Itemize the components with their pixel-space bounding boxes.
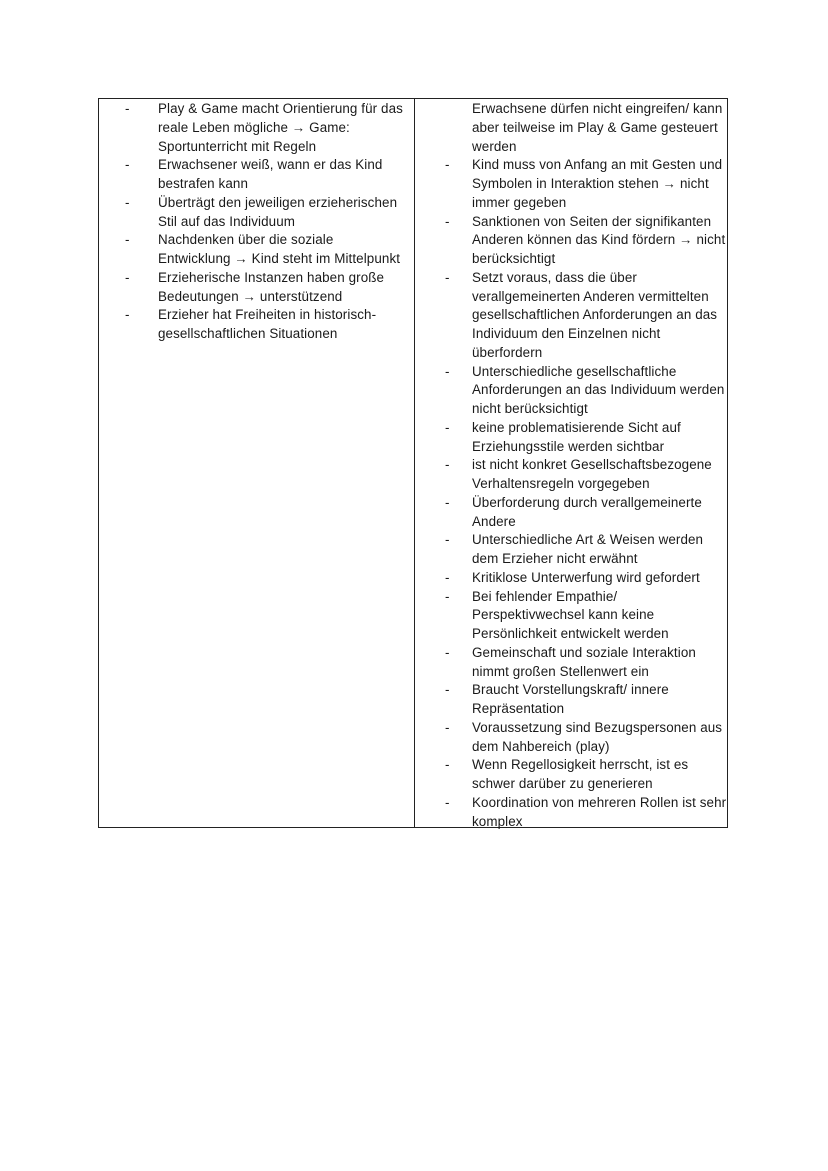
list-item-text: Erzieher hat Freiheiten in historisch-gesellschaftlichen Situationen bbox=[158, 307, 377, 341]
continued-item-text: Erwachsene dürfen nicht eingreifen/ kann aber teilweise im Play & Game gesteuert werden bbox=[472, 101, 723, 154]
bullet-dash: - bbox=[445, 682, 450, 698]
list-item bbox=[445, 363, 733, 419]
list-item bbox=[445, 644, 733, 682]
bullet-dash: - bbox=[445, 269, 450, 285]
list-item-text: Erzieherische Instanzen haben große Bedeutungen → unterstützend bbox=[158, 269, 385, 304]
list-item-text: keine problematisierende Sicht auf Erziehungsstile werden sichtbar bbox=[472, 419, 681, 454]
list-item bbox=[445, 681, 733, 719]
list-item-text: Play & Game macht Orientierung für das reale Leben mögliche → Game: Sportunterricht mit Regeln bbox=[158, 101, 403, 154]
bullet-dash: - bbox=[125, 101, 130, 116]
left-column bbox=[99, 99, 415, 827]
bullet-dash: - bbox=[445, 419, 450, 435]
bullet-dash: - bbox=[125, 269, 130, 285]
list-item bbox=[445, 588, 733, 644]
list-item-text: Gemeinschaft und soziale Interaktion nimmt großen Stellenwert ein bbox=[472, 644, 696, 679]
bullet-dash: - bbox=[445, 494, 450, 510]
bullet-dash: - bbox=[445, 719, 450, 735]
list-item bbox=[125, 100, 409, 156]
right-column bbox=[415, 99, 727, 827]
bullet-dash: - bbox=[445, 794, 450, 810]
list-item bbox=[445, 569, 733, 588]
list-item bbox=[445, 756, 733, 794]
list-item-text: Unterschiedliche gesellschaftliche Anforderungen an das Individuum werden nicht berücksichtigt bbox=[472, 363, 725, 416]
list-item-text: Koordination von mehreren Rollen ist sehr komplex bbox=[472, 794, 727, 829]
list-item-text: Nachdenken über die soziale Entwicklung → Kind steht im Mittelpunkt bbox=[158, 232, 401, 266]
list-item-text: Überträgt den jeweiligen erzieherischen Stil auf das Individuum bbox=[158, 194, 398, 229]
bullet-dash: - bbox=[445, 569, 450, 585]
bullet-dash: - bbox=[445, 644, 450, 660]
list-item-text: Überforderung durch verallgemeinerte Andere bbox=[472, 494, 702, 529]
list-item-text: Unterschiedliche Art & Weisen werden dem Erzieher nicht erwähnt bbox=[472, 532, 704, 566]
bullet-dash: - bbox=[445, 363, 450, 379]
bullet-dash: - bbox=[445, 157, 450, 173]
bullet-dash: - bbox=[125, 194, 130, 210]
list-item bbox=[125, 231, 409, 269]
list-item bbox=[125, 156, 409, 194]
list-item-text: Kind muss von Anfang an mit Gesten und Symbolen in Interaktion stehen → nicht immer gegeben bbox=[472, 157, 723, 210]
list-item bbox=[445, 531, 733, 569]
left-bullet-list bbox=[125, 100, 409, 344]
list-item-text: Setzt voraus, dass die über verallgemeinerten Anderen vermittelten gesellschaftlichen Anforderungen an das Individuum den Einzelnen nicht überfordern bbox=[472, 269, 718, 360]
list-item bbox=[125, 269, 409, 307]
bullet-dash: - bbox=[445, 213, 450, 229]
right-column-content bbox=[445, 100, 733, 831]
bullet-dash: - bbox=[125, 232, 130, 248]
list-item bbox=[445, 213, 733, 269]
left-column-content bbox=[125, 100, 409, 344]
list-item bbox=[445, 156, 733, 212]
list-item-text: Voraussetzung sind Bezugspersonen aus dem Nahbereich (play) bbox=[472, 719, 723, 754]
list-item bbox=[125, 306, 409, 344]
list-item bbox=[445, 269, 733, 363]
list-item-text: Kritiklose Unterwerfung wird gefordert bbox=[472, 569, 700, 585]
bullet-dash: - bbox=[445, 532, 450, 548]
list-item bbox=[445, 494, 733, 532]
list-item bbox=[125, 194, 409, 232]
list-item-text: ist nicht konkret Gesellschaftsbezogene Verhaltensregeln vorgegeben bbox=[472, 457, 712, 491]
bullet-dash: - bbox=[445, 588, 450, 604]
list-item-text: Wenn Regellosigkeit herrscht, ist es schwer darüber zu generieren bbox=[472, 757, 689, 791]
bullet-dash: - bbox=[125, 307, 130, 323]
list-item bbox=[445, 794, 733, 832]
list-item bbox=[445, 719, 733, 757]
list-item-text: Erwachsener weiß, wann er das Kind bestrafen kann bbox=[158, 157, 383, 191]
bullet-dash: - bbox=[445, 757, 450, 773]
list-item-text: Sanktionen von Seiten der signifikanten Anderen können das Kind fördern → nicht berücksichtigt bbox=[472, 213, 726, 266]
notes-table bbox=[98, 98, 728, 828]
right-bullet-list bbox=[445, 156, 733, 831]
list-item bbox=[445, 456, 733, 494]
list-item-text: Bei fehlender Empathie/ Perspektivwechsel kann keine Persönlichkeit entwickelt werden bbox=[472, 588, 669, 641]
list-item-text: Braucht Vorstellungskraft/ innere Repräsentation bbox=[472, 682, 669, 716]
list-item bbox=[445, 419, 733, 457]
bullet-dash: - bbox=[125, 157, 130, 173]
bullet-dash: - bbox=[445, 457, 450, 473]
